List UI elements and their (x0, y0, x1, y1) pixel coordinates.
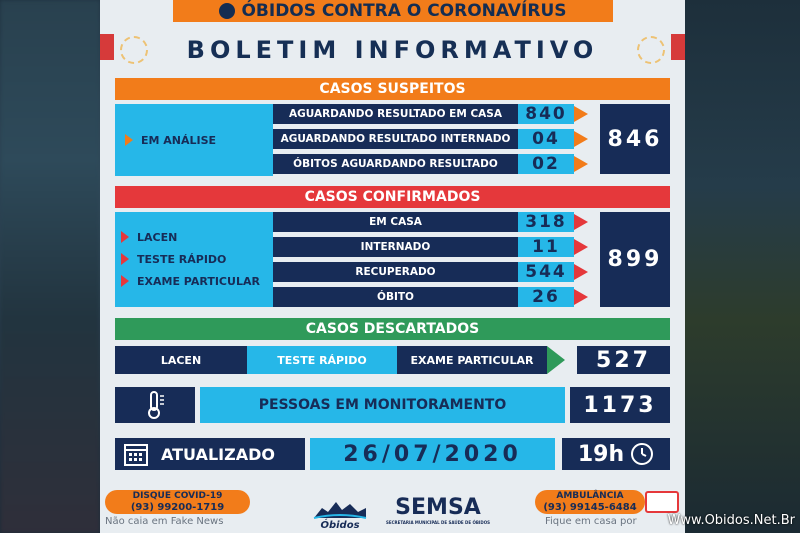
suspeito-row-label: AGUARDANDO RESULTADO INTERNADO (273, 129, 518, 149)
arrow-icon (547, 346, 565, 374)
monitoramento-value: 1173 (570, 387, 670, 423)
suspeito-row-value: 04 (518, 129, 574, 149)
clock-icon (630, 442, 654, 466)
source-item (121, 226, 273, 248)
arrow-icon (574, 214, 588, 230)
confirmado-row-label: EM CASA (273, 212, 518, 232)
campaign-banner (173, 0, 613, 22)
background-left (0, 0, 100, 533)
em-analise-label: EM ANÁLISE (141, 133, 217, 147)
arrow-icon (121, 253, 129, 265)
arrow-icon (574, 239, 588, 255)
arrow-icon (574, 131, 588, 147)
semsa-subtitle: SECRETARIA MUNICIPAL DE SAÚDE DE ÓBIDOS (386, 520, 490, 525)
update-date: 26/07/2020 (310, 438, 555, 470)
confirmado-row-value: 544 (518, 262, 574, 282)
fique-em-casa-note: Fique em casa por (545, 516, 637, 527)
confirmado-row-label: INTERNADO (273, 237, 518, 257)
confirmado-row-label: RECUPERADO (273, 262, 518, 282)
atualizado-box (115, 438, 305, 470)
background-right (685, 0, 800, 533)
site-watermark: Www.Obidos.Net.Br (667, 513, 795, 528)
arrow-icon (574, 106, 588, 122)
disque-covid-pill (105, 490, 250, 514)
suspeito-row-label: AGUARDANDO RESULTADO EM CASA (273, 104, 518, 124)
obidos-logo (310, 493, 370, 531)
descartado-source: LACEN (115, 346, 247, 374)
calendar-icon (123, 441, 149, 467)
ambulance-icon (645, 491, 679, 513)
monitoramento-label: PESSOAS EM MONITORAMENTO (200, 387, 565, 423)
logo-city-text: Óbidos (320, 520, 360, 531)
red-tab-left (100, 34, 114, 60)
arrow-icon (125, 134, 133, 146)
fake-news-note: Não caia em Fake News (105, 516, 224, 527)
ambulancia-phone: (93) 99145-6484 (543, 502, 637, 513)
source-item (121, 270, 273, 292)
confirmados-total: 899 (600, 212, 670, 307)
city-skyline-icon (312, 496, 368, 520)
source-item (121, 248, 273, 270)
suspeitos-side-panel (115, 104, 273, 176)
descartados-heading: CASOS DESCARTADOS (115, 318, 670, 340)
update-time-box (562, 438, 670, 470)
bulletin-poster (100, 0, 685, 533)
suspeitos-heading: CASOS SUSPEITOS (115, 78, 670, 100)
suspeito-row-label: ÓBITOS AGUARDANDO RESULTADO (273, 154, 518, 174)
source-label: EXAME PARTICULAR (137, 274, 260, 288)
ambulancia-title: AMBULÂNCIA (556, 491, 624, 501)
suspeito-row-value: 840 (518, 104, 574, 124)
descartado-source: TESTE RÁPIDO (247, 346, 397, 374)
red-tab-right (671, 34, 685, 60)
disque-covid-title: DISQUE COVID-19 (132, 491, 223, 501)
page-title: BOLETIM INFORMATIVO (186, 36, 599, 64)
arrow-icon (574, 156, 588, 172)
confirmados-sources-panel (115, 212, 273, 307)
campaign-text: ÓBIDOS CONTRA O CORONAVÍRUS (241, 1, 567, 21)
atualizado-label: ATUALIZADO (161, 444, 275, 464)
source-label: TESTE RÁPIDO (137, 252, 227, 266)
confirmados-heading: CASOS CONFIRMADOS (115, 186, 670, 208)
update-time: 19h (577, 441, 625, 467)
disque-covid-phone: (93) 99200-1719 (130, 502, 225, 513)
confirmado-row-value: 318 (518, 212, 574, 232)
confirmado-row-value: 11 (518, 237, 574, 257)
suspeito-row-value: 02 (518, 154, 574, 174)
semsa-logo (378, 495, 498, 525)
arrow-icon (574, 289, 588, 305)
source-label: LACEN (137, 230, 178, 244)
arrow-icon (121, 231, 129, 243)
descartados-total: 527 (577, 346, 670, 374)
suspeitos-total: 846 (600, 104, 670, 174)
thermometer-icon (144, 390, 166, 420)
ambulancia-pill (535, 490, 645, 514)
confirmado-row-value: 26 (518, 287, 574, 307)
virus-icon (219, 3, 235, 19)
thermometer-icon-box (115, 387, 195, 423)
arrow-icon (121, 275, 129, 287)
confirmado-row-label: ÓBITO (273, 287, 518, 307)
descartado-source: EXAME PARTICULAR (397, 346, 547, 374)
semsa-title: SEMSA (395, 495, 481, 520)
arrow-icon (574, 264, 588, 280)
